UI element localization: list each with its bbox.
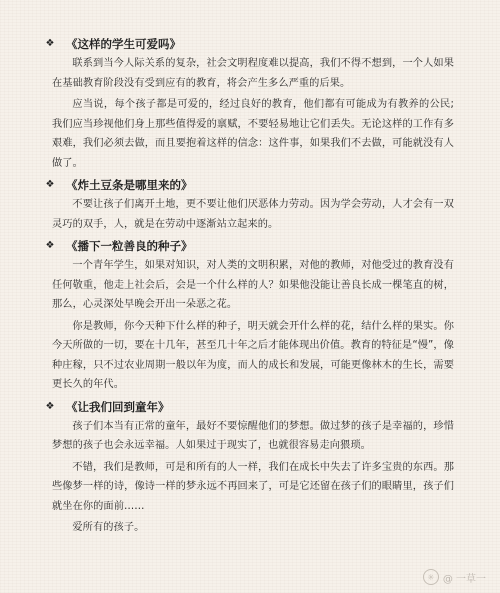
- weibo-icon: ✳: [423, 569, 439, 585]
- section-heading: [44, 175, 454, 195]
- diamond-bullet-icon: ❖: [45, 38, 55, 49]
- watermark-text: @ 一草一: [442, 573, 486, 585]
- section-title: 《炸土豆条是哪里来的》: [66, 178, 193, 192]
- section-heading: [44, 397, 454, 417]
- paragraph: 联系到当今人际关系的复杂，社会文明程度难以提高，我们不得不想到，一个人如果在基础教育阶段没有受到应有的教育，将会产生多么严重的后果。: [52, 58, 454, 89]
- paragraph: 你是教师，你今天种下什么样的种子，明天就会开什么样的花，结什么样的果实。你今天所做的一切，要在十几年，甚至几十年之后才能体现出价值。教育的特征是“慢”，像种庄稼，只不过农业周期一般以年为度，而人的成长和发展，可能更像林木的生长，需要更长久的年代。: [52, 320, 454, 390]
- diamond-bullet-icon: ❖: [45, 240, 55, 251]
- section-title: 《这样的学生可爱吗》: [66, 37, 181, 51]
- watermark: [423, 569, 486, 585]
- paragraph: 爱所有的孩子。: [72, 522, 145, 533]
- section-4: [45, 397, 454, 538]
- section-2: [45, 175, 454, 234]
- paragraph: 不要让孩子们离开土地，更不要让他们厌恶体力劳动。因为学会劳动，人才会有一双灵巧的双手，人，就是在劳动中逐渐站立起来的。: [52, 199, 454, 230]
- section-heading: [44, 236, 454, 256]
- paragraph: 应当说，每个孩子都是可爱的，经过良好的教育，他们都有可能成为有教养的公民;我们应当珍视他们身上那些值得爱的禀赋，不要轻易地让它们丢失。无论这样的工作有多艰难，我们必须去做，而且要抱着这样的信念：这件事，如果我们不去做，可能就没有人做了。: [52, 99, 454, 169]
- section-title: 《播下一粒善良的种子》: [66, 239, 193, 253]
- diamond-bullet-icon: ❖: [45, 400, 55, 412]
- section-heading: [44, 34, 454, 54]
- diamond-bullet-icon: ❖: [45, 179, 55, 190]
- section-1: [45, 34, 454, 173]
- section-3: [45, 236, 454, 395]
- paragraph: 一个青年学生，如果对知识，对人类的文明积累，对他的教师，对他受过的教育没有任何敬重，他走上社会后，会是一个什么样的人？如果他没能让善良长成一棵笔直的树，那么，心灵深处早晚会开出一朵恶之花。: [52, 260, 454, 310]
- paragraph: 孩子们本当有正常的童年，最好不要惊醒他们的梦想。做过梦的孩子是幸福的，珍惜梦想的孩子也会永远幸福。人如果过于现实了，也就很容易走向猥琐。: [52, 420, 454, 451]
- section-title: 《让我们回到童年》: [66, 399, 170, 414]
- paragraph: 不错，我们是教师，可是和所有的人一样，我们在成长中失去了许多宝贵的东西。那些像梦一样的诗，像诗一样的梦永远不再回来了，可是它还留在孩子们的眼睛里，孩子们就坐在你的面前……: [52, 461, 454, 512]
